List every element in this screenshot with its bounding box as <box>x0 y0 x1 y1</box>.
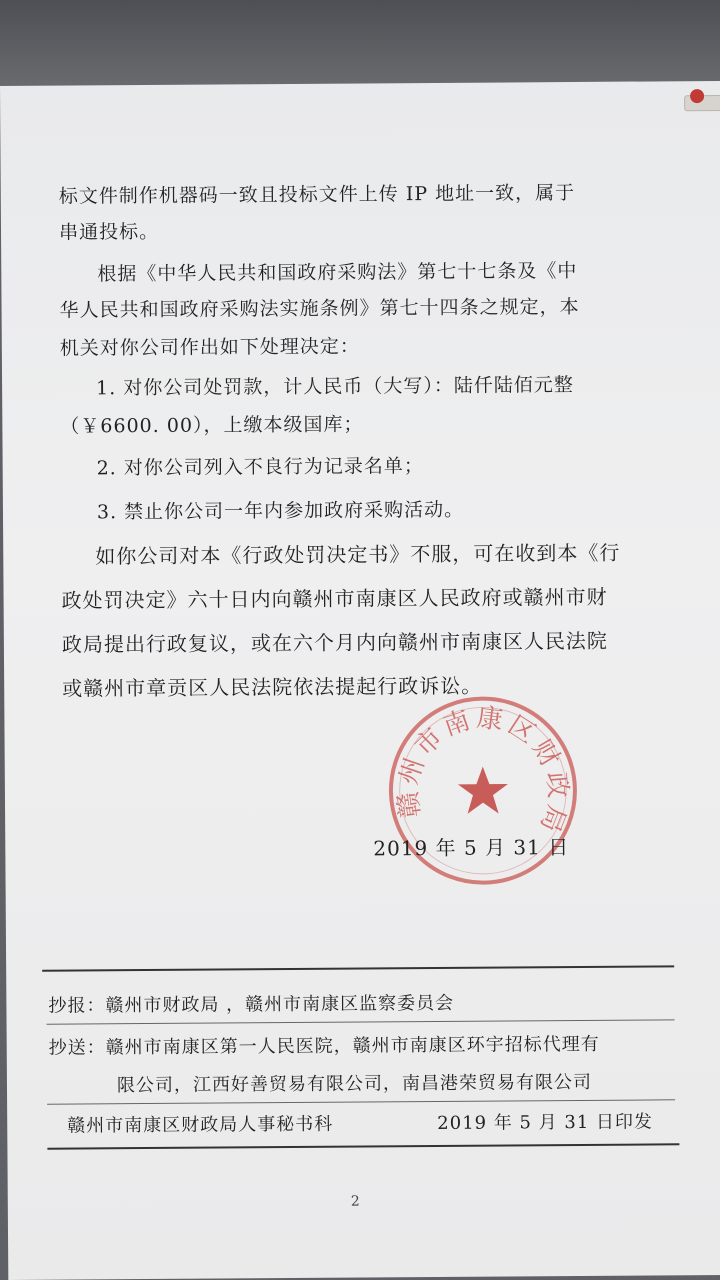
footer-divider <box>47 1019 675 1024</box>
decision-item1-line1: 1. 对你公司处罚款，计人民币（大写）：陆仟陆佰元整 <box>96 374 574 400</box>
signature-date: 2019 年 5 月 31 日 <box>373 835 570 861</box>
pin-dot <box>690 89 704 103</box>
para3-line3: 政局提出行政复议，或在六个月内向赣州市南康区人民法院 <box>61 628 608 657</box>
footer-divider-2 <box>47 1099 675 1104</box>
para3-line4: 或赣州市章贡区人民法院依法提起行政诉讼。 <box>62 673 483 701</box>
page-number: 2 <box>350 1193 360 1210</box>
footer-bottom-rule <box>47 1143 679 1149</box>
cc-send-line1: 抄送：赣州市南康区第一人民医院，赣州市南康区环宇招标代理有 <box>48 1033 600 1059</box>
cc-send-line2: 限公司，江西好善贸易有限公司，南昌港荣贸易有限公司 <box>116 1071 593 1097</box>
decision-item1-line2: （￥6600. 00），上缴本级国库； <box>60 413 364 438</box>
issue-date: 2019 年 5 月 31 日印发 <box>437 1111 654 1134</box>
para2-line2: 华人民共和国政府采购法实施条例》第七十四条之规定，本 <box>59 295 580 322</box>
para1-line2: 串通投标。 <box>58 220 160 244</box>
issuer: 赣州市南康区财政局人事秘书科 <box>67 1113 334 1137</box>
seal-text: 赣州市南康区财政局 <box>392 702 573 840</box>
para3-line2: 政处罚决定》六十日内向赣州市南康区人民政府或赣州市财 <box>61 584 608 613</box>
decision-item3: 3. 禁止你公司一年内参加政府采购活动。 <box>96 498 465 524</box>
para2-line1: 根据《中华人民共和国政府采购法》第七十七条及《中 <box>97 259 578 286</box>
decision-item2: 2. 对你公司列入不良行为记录名单； <box>96 455 424 480</box>
document-page <box>0 81 720 1280</box>
background-shadow <box>0 0 720 90</box>
footer-top-rule <box>42 965 674 971</box>
cc-report: 抄报：赣州市财政局 ，赣州市南康区监察委员会 <box>48 992 455 1017</box>
para1-line1: 标文件制作机器码一致且投标文件上传 IP 地址一致，属于 <box>58 181 576 208</box>
para3-line1: 如你公司对本《行政处罚决定书》不服，可在收到本《行 <box>95 540 621 569</box>
para2-line3: 机关对你公司作出如下处理决定： <box>59 335 360 360</box>
star-icon <box>455 764 511 816</box>
